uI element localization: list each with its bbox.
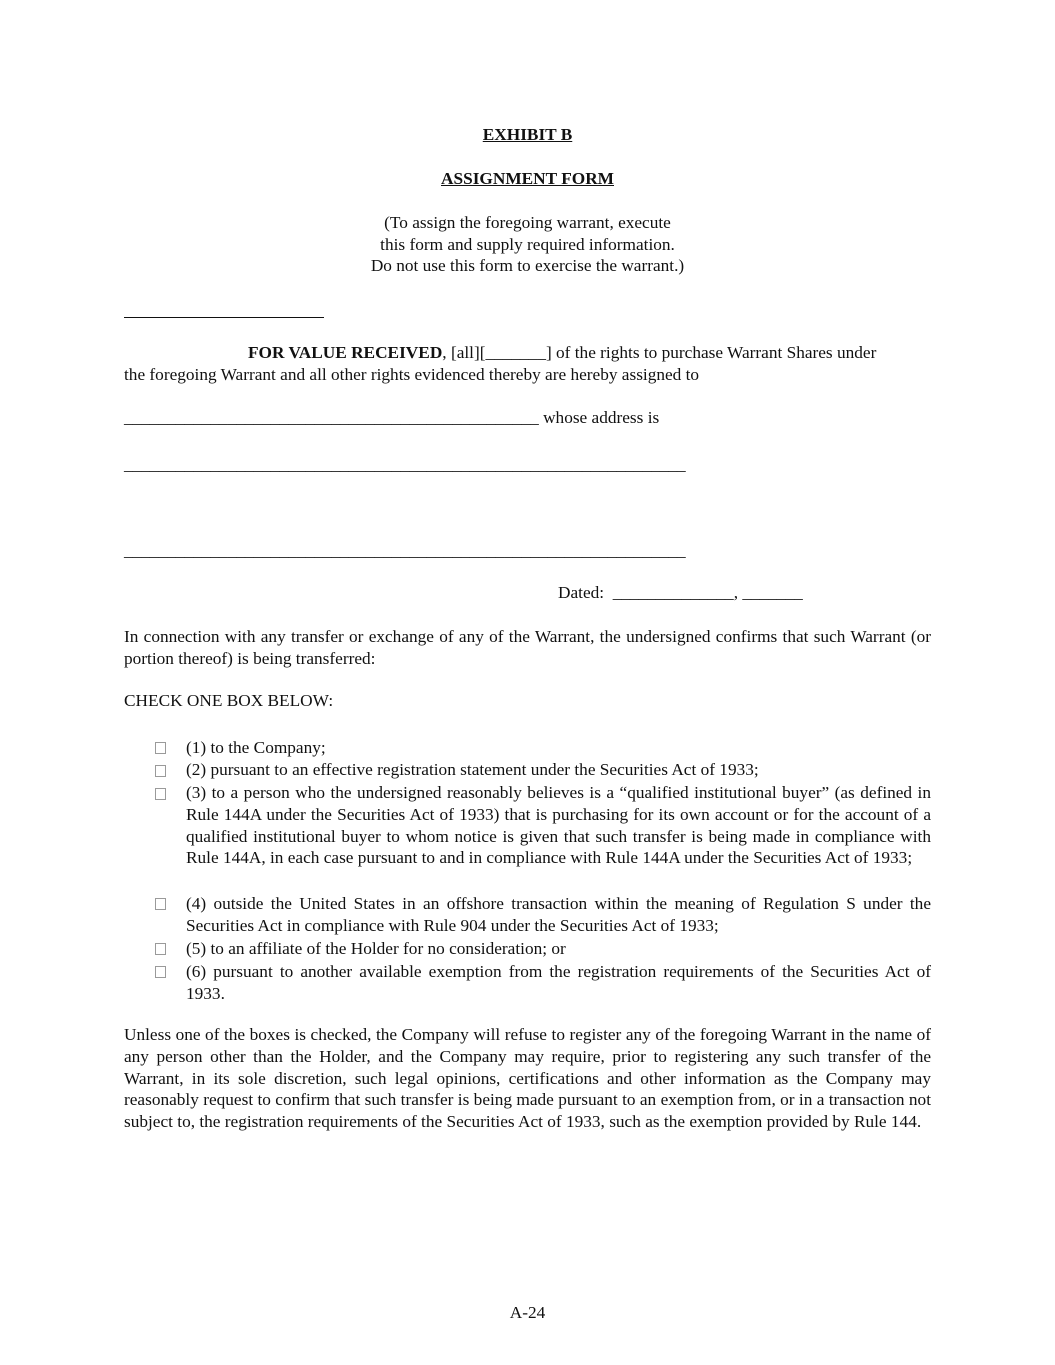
instruction-line: this form and supply required information. xyxy=(380,235,675,254)
option-5-text: (5) to an affiliate of the Holder for no consideration; or xyxy=(186,939,566,958)
checkbox-option-2[interactable] xyxy=(155,765,166,777)
dated-line[interactable] xyxy=(558,583,803,603)
assignment-line-1-rest: , [all][_______] of the rights to purchase Warrant Shares under xyxy=(442,343,877,362)
option-6-text: (6) pursuant to another available exemption from the registration requirements of the Securities Act of 1933. xyxy=(186,962,931,1003)
option-3-text: (3) to a person who the undersigned reasonably believes is a “qualified institutional buyer” (as defined in Rule 144A under the Securities Act of 1933) that is purchasing for its own account or for the account of a qualified institutional buyer to whom notice is given that such transfer is being made in compliance with Rule 144A, in each case pursuant to and in compliance with Rule 144A under the Securities Act of 1933; xyxy=(186,783,931,868)
checkbox-option-4[interactable] xyxy=(155,898,166,910)
option-2-text: (2) pursuant to an effective registration statement under the Securities Act of 1933; xyxy=(186,760,759,779)
assignee-blank[interactable]: ________________________________________________ xyxy=(124,408,539,427)
option-1-text: (1) to the Company; xyxy=(186,738,326,757)
dated-blank[interactable]: ______________, _______ xyxy=(612,583,803,602)
dated-label: Dated: xyxy=(558,583,605,602)
for-value-received: FOR VALUE RECEIVED xyxy=(248,343,443,362)
checkbox-option-3[interactable] xyxy=(155,788,166,800)
closing-paragraph: Unless one of the boxes is checked, the Company will refuse to register any of the foregoing Warrant in the name of any person other than the Holder, and the Company may require, prior to registering any such transfer of the Warrant, in its sole discretion, such legal opinions, certifications and other information as the Company may reasonably request to confirm that such transfer is being made pursuant to an exemption from, or in a transaction not subject to, the registration requirements of the Securities Act of 1933, such as the exemption provided by Rule 144. xyxy=(124,1025,931,1132)
option-4-text: (4) outside the United States in an offshore transaction within the meaning of Regulation S under the Securities Act in compliance with Rule 904 under the Securities Act of 1933; xyxy=(186,894,931,935)
exhibit-title: EXHIBIT B xyxy=(482,125,573,144)
assignee-line[interactable] xyxy=(124,408,659,428)
transfer-intro: In connection with any transfer or exchange of any of the Warrant, the undersigned confirms that such Warrant (or portion thereof) is being transferred: xyxy=(124,627,931,668)
address-blank-2[interactable]: _________________________________________________________________ xyxy=(124,541,686,560)
instruction-line: (To assign the foregoing warrant, execute xyxy=(384,213,671,232)
assignment-line-1 xyxy=(248,343,876,363)
address-label: whose address is xyxy=(538,408,660,427)
checkbox-option-6[interactable] xyxy=(155,966,166,978)
checkbox-option-5[interactable] xyxy=(155,943,166,955)
check-heading: CHECK ONE BOX BELOW: xyxy=(124,691,334,710)
assignment-line-2: the foregoing Warrant and all other rights evidenced thereby are hereby assigned to xyxy=(124,365,700,384)
signature-rule xyxy=(124,317,324,318)
checkbox-option-1[interactable] xyxy=(155,742,166,754)
address-blank-1[interactable]: _________________________________________________________________ xyxy=(124,455,686,474)
form-title: ASSIGNMENT FORM xyxy=(441,169,614,188)
instruction-line: Do not use this form to exercise the warrant.) xyxy=(370,256,685,275)
page-number: A-24 xyxy=(509,1303,546,1322)
